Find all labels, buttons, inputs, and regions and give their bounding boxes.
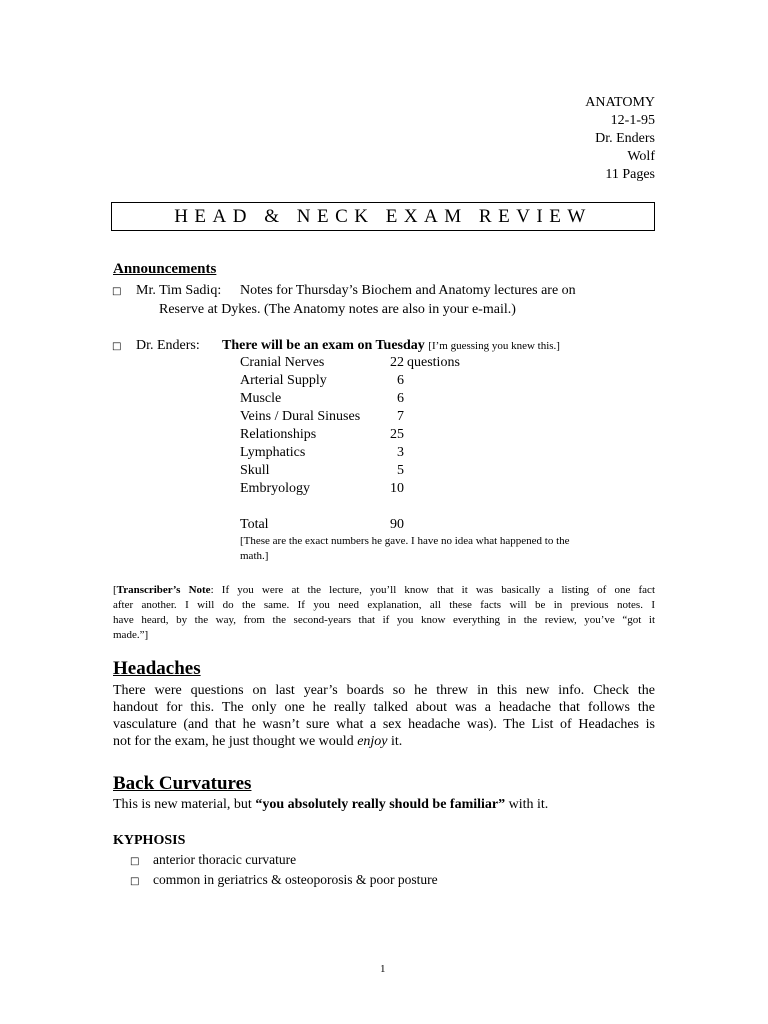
page-number: 1: [380, 963, 386, 975]
transcriber-note: [Transcriber’s Note: If you were at the lecture, you’ll know that it was basically a listing of one fact after another. I will do the same. If you need explanation, all these facts will be in previous notes. I have heard, by the way, from the second-years that if you know everything in the review, you’ve “got it made.”]: [113, 584, 655, 641]
table-row: Relationships 25: [240, 427, 404, 442]
checkbox-bullet-icon: □: [112, 286, 122, 297]
page-count: 11 Pages: [605, 167, 655, 182]
table-row: Muscle 6: [240, 391, 404, 406]
transcriber: Wolf: [627, 149, 655, 164]
announcement-text-1b: Reserve at Dykes. (The Anatomy notes are also in your e-mail.): [159, 302, 516, 317]
kyphosis-item-2: common in geriatrics & osteoporosis & poor posture: [153, 872, 438, 887]
list-item: [130, 851, 139, 870]
document-header: [585, 94, 655, 184]
subject: ANATOMY: [585, 95, 655, 110]
kyphosis-item-1: anterior thoracic curvature: [153, 852, 297, 867]
page-title: HEAD & NECK EXAM REVIEW: [111, 202, 655, 231]
emphasis-enjoy: enjoy: [357, 734, 388, 749]
announcement-speaker-1: Mr. Tim Sadiq:: [136, 283, 222, 298]
kyphosis-heading: KYPHOSIS: [113, 833, 186, 848]
table-row: Arterial Supply 6: [240, 373, 404, 388]
checkbox-bullet-icon: □: [130, 856, 140, 867]
transcriber-note-label: Transcriber’s Note: [116, 584, 211, 596]
checkbox-bullet-icon: □: [112, 341, 122, 352]
exam-breakdown-table: [240, 354, 640, 564]
list-item: [130, 871, 139, 890]
table-row: Cranial Nerves 22 questions: [240, 355, 460, 370]
headaches-heading: Headaches: [113, 658, 201, 679]
back-curvatures-intro: This is new material, but “you absolutely really should be familiar” with it.: [113, 797, 549, 812]
table-row: Veins / Dural Sinuses 7: [240, 409, 404, 424]
table-row: Lymphatics 3: [240, 445, 404, 460]
table-row: Embryology 10: [240, 481, 404, 496]
announcement-text-1a: Notes for Thursday’s Biochem and Anatomy lectures are on: [240, 283, 576, 298]
announcement-item-1: [112, 282, 121, 300]
checkbox-bullet-icon: □: [130, 876, 140, 887]
back-curvatures-heading: Back Curvatures: [113, 773, 252, 794]
total-row: Total 90: [240, 517, 404, 532]
date: 12-1-95: [610, 113, 655, 128]
announcement-speaker-2: Dr. Enders:: [136, 338, 200, 353]
announcement-item-2: [112, 337, 121, 355]
announcements-heading: Announcements: [113, 261, 217, 277]
announcement-aside: [I’m guessing you knew this.]: [428, 340, 560, 352]
total-note: [These are the exact numbers he gave. I have no idea what happened to the math.]: [240, 535, 570, 562]
exam-announcement: There will be an exam on Tuesday: [222, 338, 425, 353]
lecturer: Dr. Enders: [595, 131, 655, 146]
headaches-paragraph: There were questions on last year’s boards so he threw in this new info. Check the handout for this. The only one he really talked about was a headache that follows the vasculature (and that he wasn’t sure what a sex headache was). The List of Headaches is not for the exam, he just thought we would enjoy it.: [113, 683, 655, 749]
announcement-text-2: [222, 337, 560, 354]
table-row: Skull 5: [240, 463, 404, 478]
